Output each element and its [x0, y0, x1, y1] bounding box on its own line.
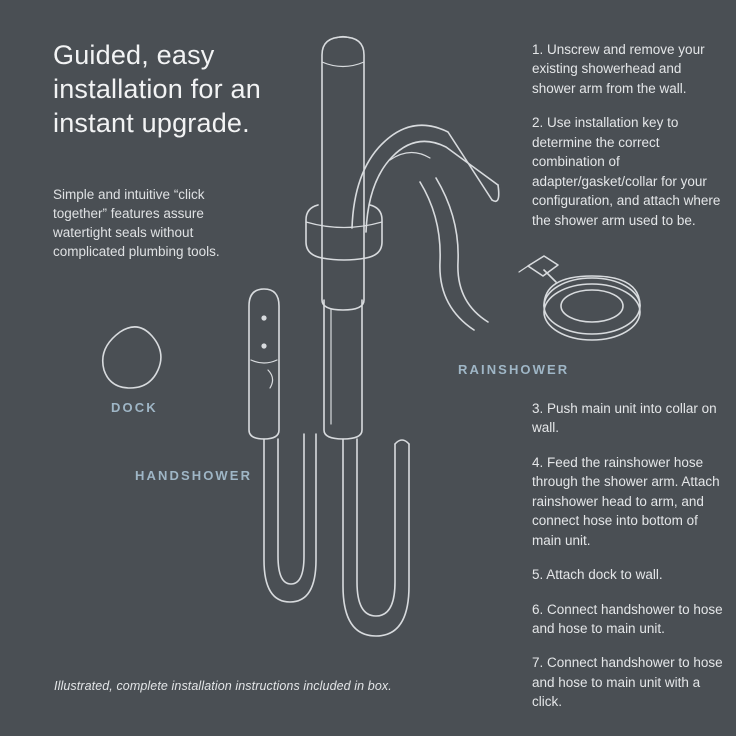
footnote: Illustrated, complete installation instructions included in box.	[54, 679, 392, 693]
rainshower-head-inner	[561, 290, 623, 322]
callout-label-handshower: HANDSHOWER	[135, 468, 253, 483]
main-hose-end	[395, 440, 409, 444]
rainshower-connector-seam	[519, 264, 531, 272]
handshower-hose-outer	[264, 434, 316, 602]
main-unit-upper-body	[322, 37, 364, 310]
main-hose-outer	[343, 439, 409, 636]
main-unit-lower-body	[324, 300, 362, 439]
handshower-button-bottom	[261, 343, 266, 348]
rainshower-hose-right	[436, 178, 488, 322]
shower-arm-tip	[492, 185, 499, 201]
dock-shape	[103, 327, 161, 388]
shower-arm-highlight	[390, 152, 430, 160]
rainshower-head-neck	[544, 270, 556, 282]
main-hose-inner	[357, 439, 395, 616]
rainshower-head-top	[544, 278, 640, 334]
main-unit-top-highlight	[336, 37, 350, 39]
handshower-seam	[251, 360, 277, 363]
rainshower-head-rim	[544, 276, 640, 306]
rainshower-hose-left	[420, 182, 474, 330]
steps-upper-list	[532, 40, 722, 245]
step-item: 7. Connect handshower to hose and hose to main unit with a click.	[532, 655, 723, 710]
handshower-trigger	[268, 370, 273, 388]
shower-arm-inner	[352, 125, 492, 228]
shower-arm-outer	[366, 141, 498, 232]
step-item: 4. Feed the rainshower hose through the shower arm. Attach rainshower head to arm, and connect hose into bottom of main unit.	[532, 454, 720, 548]
handshower-hose-inner	[278, 434, 304, 584]
handshower-button-top	[261, 315, 266, 320]
handshower-body	[249, 289, 279, 439]
main-unit-top-seam	[322, 62, 364, 67]
step-item: 1. Unscrew and remove your existing showerhead and shower arm from the wall.	[532, 42, 705, 96]
page-title: Guided, easy installation for an instant upgrade.	[53, 40, 261, 139]
steps-lower-list	[532, 399, 724, 727]
step-item: 6. Connect handshower to hose and hose to main unit.	[532, 601, 723, 636]
rainshower-connector	[528, 256, 558, 276]
step-item: 2. Use installation key to determine the correct combination of adapter/gasket/collar for your configuration, and attach where the shower arm used to be.	[532, 115, 721, 228]
step-item: 3. Push main unit into collar on wall.	[532, 401, 717, 436]
callout-label-rainshower: RAINSHOWER	[458, 362, 570, 377]
intro-paragraph: Simple and intuitive “click together” features assure watertight seals without complicated plumbing tools.	[53, 187, 220, 260]
rainshower-head-outer	[544, 284, 640, 340]
wall-collar	[306, 205, 382, 260]
step-item: 5. Attach dock to wall.	[532, 567, 663, 583]
wall-collar-seam	[306, 222, 382, 228]
callout-label-dock: DOCK	[111, 400, 158, 415]
